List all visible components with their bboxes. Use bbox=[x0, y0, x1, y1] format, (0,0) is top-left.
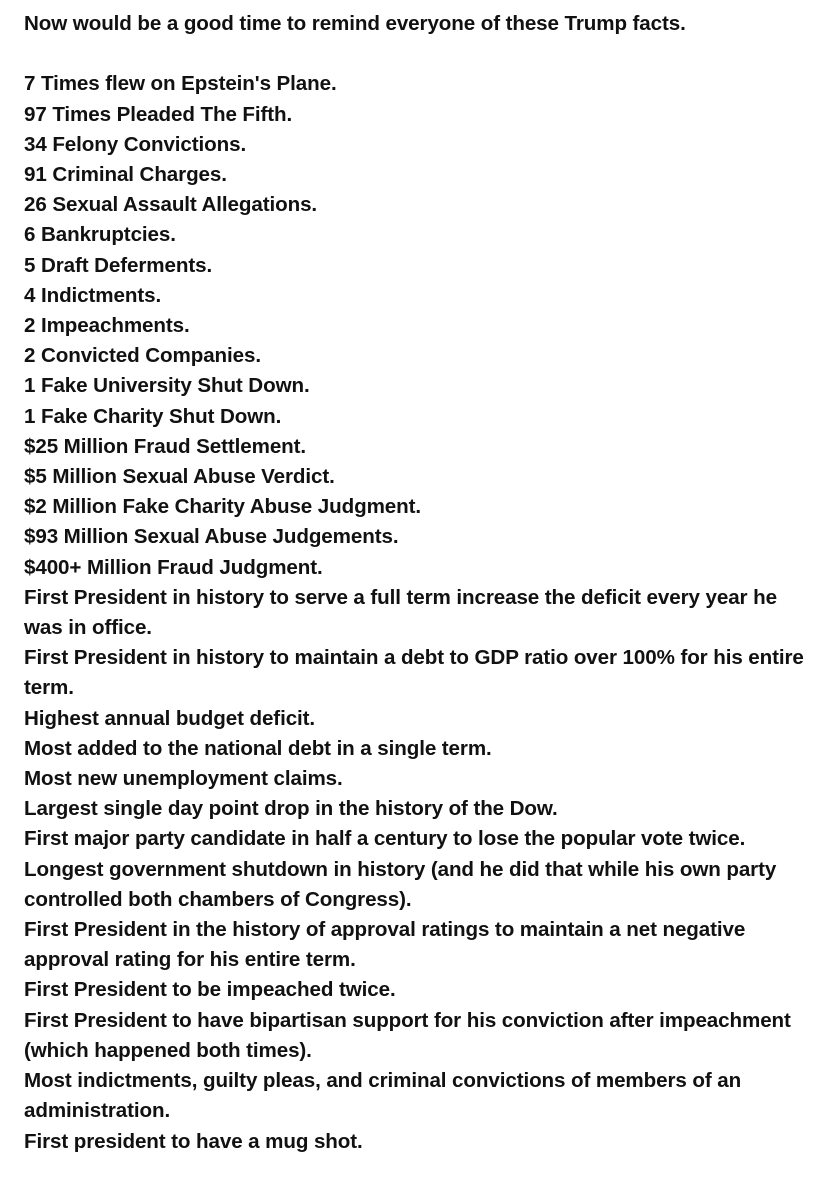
fact-item: 5 Draft Deferments. bbox=[24, 253, 213, 277]
fact-item: First President in the history of approval ratings to maintain a net negative approval rating for his entire term. bbox=[24, 918, 746, 972]
fact-item: 1 Fake Charity Shut Down. bbox=[24, 404, 282, 428]
fact-item: Most new unemployment claims. bbox=[24, 767, 343, 791]
fact-item: $25 Million Fraud Settlement. bbox=[24, 434, 307, 458]
fact-item: 1 Fake University Shut Down. bbox=[24, 374, 310, 398]
document-body bbox=[24, 9, 809, 1157]
document-heading: Now would be a good time to remind everyone of these Trump facts. bbox=[24, 12, 686, 35]
fact-item: $400+ Million Fraud Judgment. bbox=[24, 555, 323, 579]
fact-item: 26 Sexual Assault Allegations. bbox=[24, 193, 318, 217]
fact-item: 4 Indictments. bbox=[24, 283, 162, 307]
fact-item: $2 Million Fake Charity Abuse Judgment. bbox=[24, 495, 421, 519]
fact-item: $5 Million Sexual Abuse Verdict. bbox=[24, 465, 335, 489]
fact-item: 7 Times flew on Epstein's Plane. bbox=[24, 72, 337, 96]
fact-item: Largest single day point drop in the history of the Dow. bbox=[24, 797, 558, 821]
fact-item: $93 Million Sexual Abuse Judgements. bbox=[24, 525, 399, 549]
fact-item: First President in history to serve a full term increase the deficit every year he was in office. bbox=[24, 585, 777, 640]
fact-item: First President in history to maintain a debt to GDP ratio over 100% for his entire term. bbox=[24, 646, 804, 700]
fact-item: Most added to the national debt in a single term. bbox=[24, 736, 492, 760]
fact-item: 97 Times Pleaded The Fifth. bbox=[24, 102, 293, 126]
fact-item: Longest government shutdown in history (and he did that while his own party controlled both chambers of Congress). bbox=[24, 857, 777, 911]
fact-item: Highest annual budget deficit. bbox=[24, 706, 316, 730]
fact-item: First President to have bipartisan support for his conviction after impeachment (which happened both times). bbox=[24, 1008, 791, 1062]
fact-item: First president to have a mug shot. bbox=[24, 1129, 363, 1153]
fact-item: 6 Bankruptcies. bbox=[24, 223, 176, 247]
fact-item: 2 Convicted Companies. bbox=[24, 344, 261, 368]
fact-item: 91 Criminal Charges. bbox=[24, 163, 227, 186]
fact-item: 34 Felony Convictions. bbox=[24, 132, 247, 156]
fact-item: Most indictments, guilty pleas, and criminal convictions of members of an administration. bbox=[24, 1069, 742, 1123]
fact-item: First major party candidate in half a century to lose the popular vote twice. bbox=[24, 827, 746, 851]
fact-item: 2 Impeachments. bbox=[24, 314, 190, 338]
fact-item: First President to be impeached twice. bbox=[24, 978, 396, 1002]
facts-list bbox=[24, 69, 809, 1156]
